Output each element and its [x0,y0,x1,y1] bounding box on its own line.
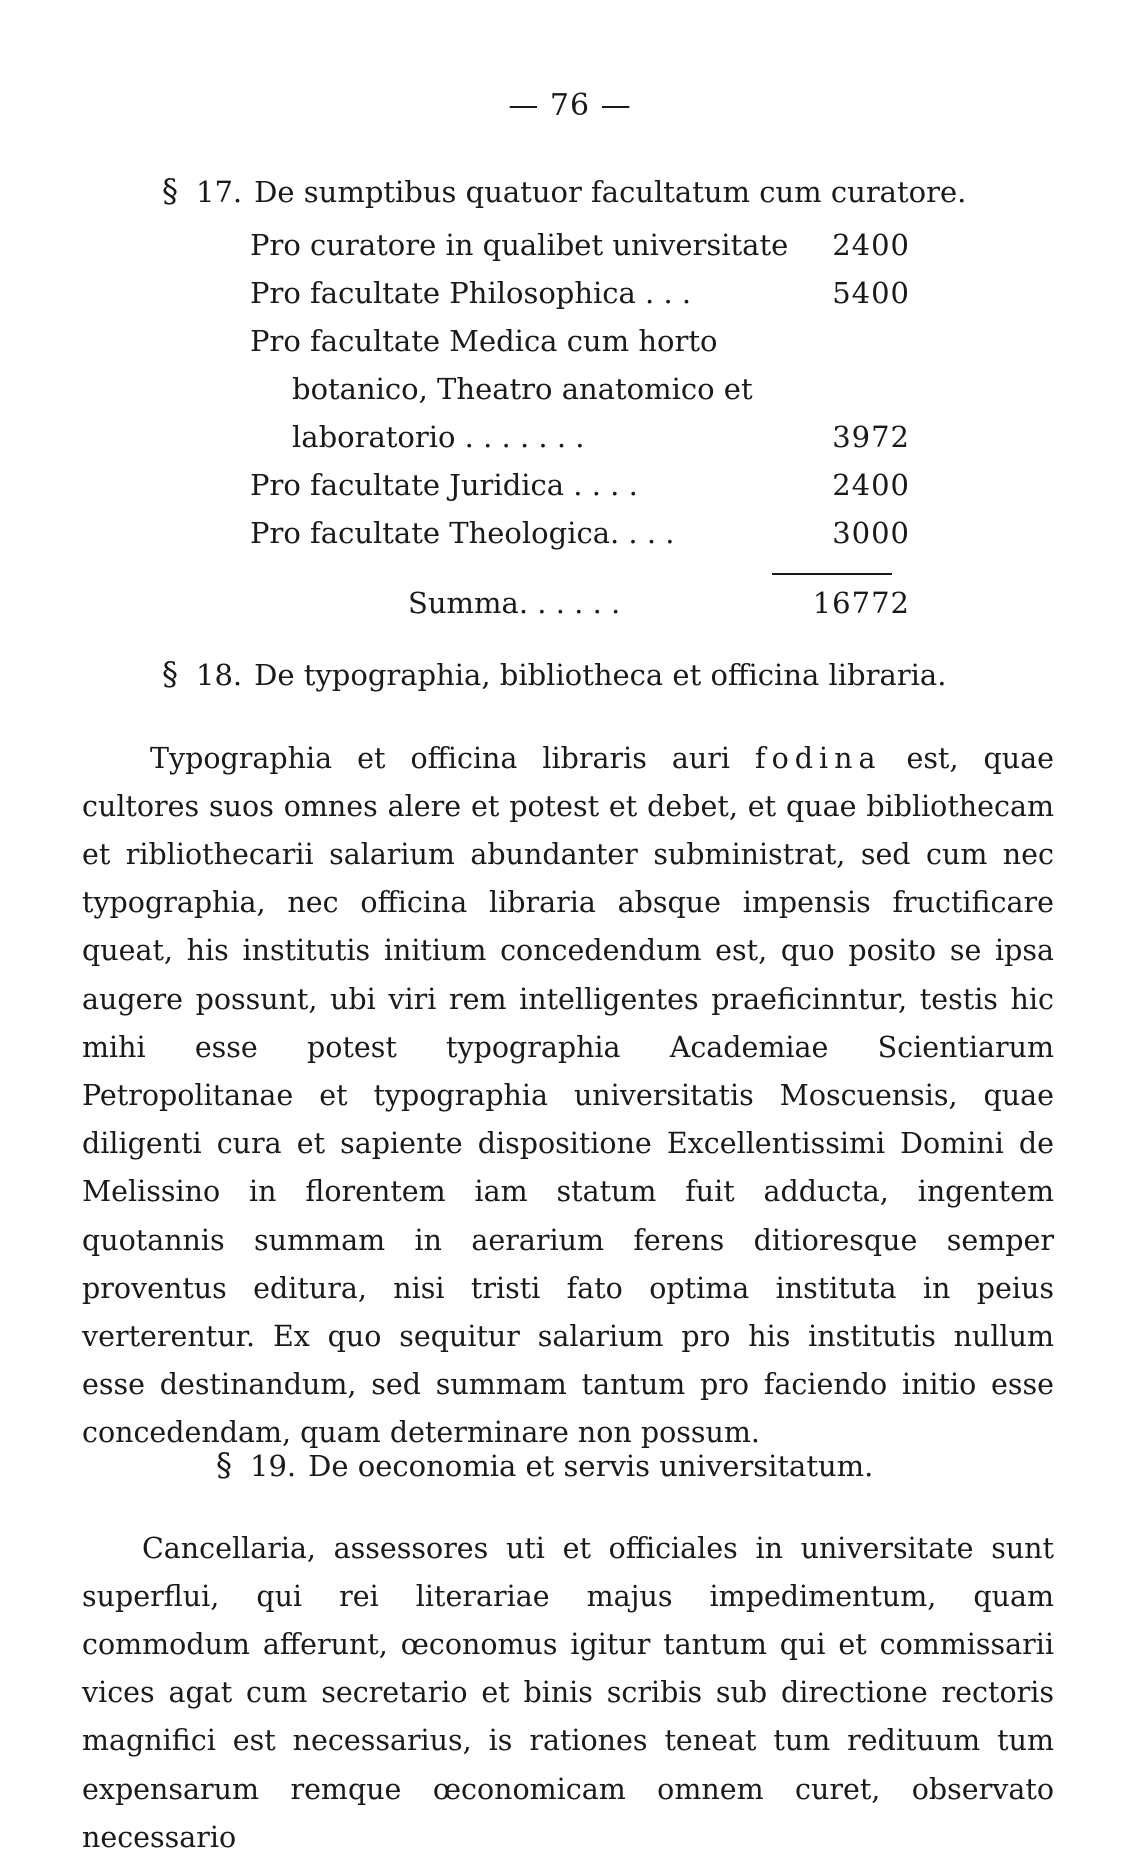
section-18-paragraph [82,735,1054,1458]
expense-amount: 2400 [832,468,910,502]
paragraph-text-start: Typographia et officina libraris auri [150,741,756,775]
expense-label: Pro facultate Philosophica . . . [250,276,692,310]
section-18-heading [162,655,946,693]
section-17-heading [162,172,966,210]
section-19-heading [216,1446,873,1484]
section-19-paragraph: Cancellaria, assessores uti et officiales in universitate sunt superflui, qui rei literariae majus impedimentum, quam commodum afferunt, œconomus igitur tantum qui et commissarii vices agat cum secretario et binis scribis sub directione rectoris magnifici est necessarius, is rationes teneat tum redituum tum expensarum remque œconomicam omnem curet, observato necessario [82,1531,1054,1854]
expense-amount: 3000 [832,516,910,550]
expense-row [292,372,1092,412]
total-label: Summa. . . . . . [408,586,621,620]
section-number: 18. [196,658,243,692]
expense-label: Pro curatore in qualibet universitate [250,228,789,262]
expense-row [250,276,1050,316]
sum-rule-divider [772,573,892,575]
section-title: De oeconomia et servis universitatum. [308,1449,874,1483]
expense-row [250,468,1050,508]
section-sign: § [162,655,178,693]
paragraph-text-rest: est, quae cultores suos omnes alere et potest et debet, et quae bibliothecam et ribliothecarii salarium abundanter subministrat, sed cum nec typographia, nec officina libraria absque impensis fructificare queat, his institutis initium concedendum est, quo posito se ipsa augere possunt, ubi viri rem intelligentes praeficinntur, testis hic mihi esse potest typographia Academiae Scientiarum Petropolitanae et typographia universitatis Moscuensis, quae diligenti cura et sapiente dispositione Excellentissimi Domini de Melissino in florentem iam statum fuit adducta, ingentem quotannis summam in aerarium ferens ditioresque semper proventus editura, nisi tristi fato optima instituta in peius verterentur. Ex quo sequitur salarium pro his institutis nullum esse destinandum, sed summam tantum pro faciendo initio esse concedendam, quam determinare non possum. [82,741,1054,1450]
section-title: De typographia, bibliotheca et officina libraria. [254,658,947,692]
expense-row [250,324,1050,364]
expense-label: Pro facultate Juridica . . . . [250,468,638,502]
emphasized-word: fodina [755,741,882,775]
expense-amount: 2400 [832,228,910,262]
expense-row [250,516,1050,556]
expense-label: laboratorio . . . . . . . [292,420,585,454]
expense-row [250,228,1050,268]
section-number: 19. [250,1449,297,1483]
expense-label: Pro facultate Theologica. . . . [250,516,675,550]
total-amount: 16772 [812,586,910,620]
section-number: 17. [196,175,243,209]
expense-amount: 5400 [832,276,910,310]
expense-label: botanico, Theatro anatomico et [292,372,753,406]
expense-amount: 3972 [832,420,910,454]
section-sign: § [216,1446,232,1484]
expense-label: Pro facultate Medica cum horto [250,324,718,358]
section-sign: § [162,172,178,210]
page-number: — 76 — [508,88,632,123]
section-title: De sumptibus quatuor facultatum cum curatore. [254,175,967,209]
expense-row [292,420,1092,460]
total-row [408,586,1108,626]
